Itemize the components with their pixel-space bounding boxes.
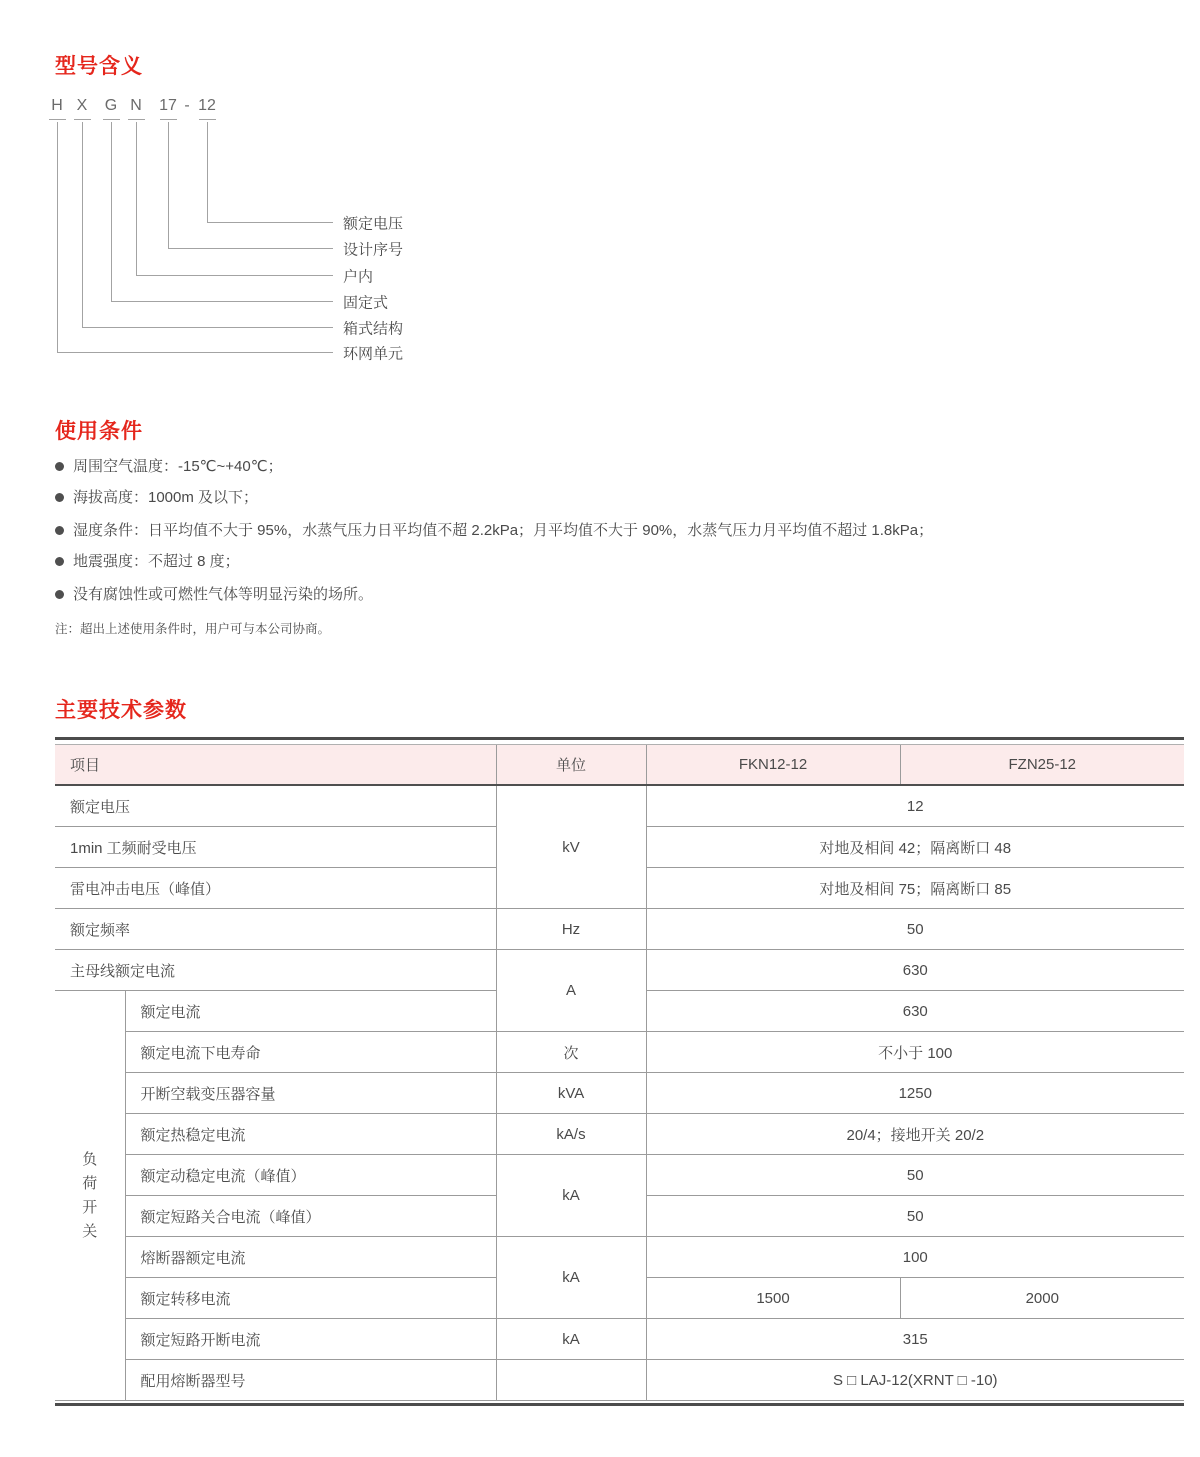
model-label: 户内 (343, 268, 374, 286)
model-code-tick (128, 119, 145, 120)
col-header-fkn12: FKN12-12 (646, 745, 900, 786)
bullet-text: 湿度条件：日平均值不大于 95%，水蒸气压力日平均值不超 2.2kPa；月平均值不大于 90%，水蒸气压力月平均值不超过 1.8kPa； (73, 522, 934, 539)
table-row (55, 1032, 1184, 1073)
table-cell-unit (496, 1360, 646, 1401)
model-code-letter: 17 (159, 97, 177, 114)
model-code-tick (199, 119, 216, 120)
bullet-item (55, 487, 1195, 508)
model-connector-line (57, 352, 333, 353)
table-row (55, 1155, 1184, 1196)
bullet-text: 没有腐蚀性或可燃性气体等明显污染的场所。 (73, 586, 374, 603)
table-header-row (55, 745, 1184, 786)
model-code-letter: H (51, 97, 63, 114)
table-cell-value: 2000 (900, 1278, 1184, 1319)
usage-note: 注：超出上述使用条件时，用户可与本公司协商。 (55, 622, 331, 636)
table-cell-item: 配用熔断器型号 (125, 1360, 496, 1401)
model-label: 箱式结构 (343, 320, 404, 338)
table-cell-value: 1500 (646, 1278, 900, 1319)
bullet-text: 周围空气温度：-15℃~+40℃； (73, 458, 283, 475)
model-code-hyphen: - (184, 97, 190, 114)
table-row (55, 950, 1184, 991)
table-bottom-rule (55, 1403, 1184, 1406)
table-cell-item: 额定动稳定电流（峰值） (125, 1155, 496, 1196)
table-row (55, 785, 1184, 827)
table-cell-value: 12 (646, 785, 1184, 827)
model-label: 固定式 (343, 294, 389, 312)
bullet-icon (55, 557, 64, 566)
section-title-usage-conditions: 使用条件 (55, 420, 143, 443)
table-cell-unit: 次 (496, 1032, 646, 1073)
table-cell-value: 1250 (646, 1073, 1184, 1114)
col-header-unit: 单位 (496, 745, 646, 786)
model-code-tick (74, 119, 91, 120)
parameters-table-wrap (55, 737, 1184, 1406)
table-cell-value: S □ LAJ-12(XRNT □ -10) (646, 1360, 1184, 1401)
bullet-icon (55, 462, 64, 471)
model-code-tick (103, 119, 120, 120)
table-cell-unit: A (496, 950, 646, 1032)
model-connector-line (82, 327, 333, 328)
model-code-tick (160, 119, 177, 120)
table-cell-value: 630 (646, 950, 1184, 991)
bullet-item (55, 456, 1195, 477)
table-row (55, 1073, 1184, 1114)
bullet-icon (55, 493, 64, 502)
table-cell-value: 不小于 100 (646, 1032, 1184, 1073)
model-dropline (82, 122, 83, 327)
usage-conditions-list (55, 456, 1195, 605)
model-code-letter: G (104, 97, 118, 114)
model-dropline (207, 122, 208, 222)
bullet-icon (55, 526, 64, 535)
table-cell-item: 额定转移电流 (125, 1278, 496, 1319)
model-connector-line (136, 275, 333, 276)
section-title-main-parameters: 主要技术参数 (55, 699, 187, 722)
table-row (55, 1319, 1184, 1360)
model-dropline (57, 122, 58, 352)
model-dropline (136, 122, 137, 275)
table-cell-item: 额定短路关合电流（峰值） (125, 1196, 496, 1237)
table-row (55, 1114, 1184, 1155)
table-cell-item: 额定短路开断电流 (125, 1319, 496, 1360)
col-header-fzn25: FZN25-12 (900, 745, 1184, 786)
col-header-item: 项目 (55, 745, 496, 786)
table-cell-item: 额定热稳定电流 (125, 1114, 496, 1155)
bullet-icon (55, 590, 64, 599)
table-row (55, 1360, 1184, 1401)
model-dropline (111, 122, 112, 301)
model-connector-line (111, 301, 333, 302)
table-cell-item: 雷电冲击电压（峰值） (55, 868, 496, 909)
model-label: 环网单元 (343, 345, 404, 363)
table-cell-item: 额定电压 (55, 785, 496, 827)
model-code-letter: 12 (198, 97, 216, 114)
model-dropline (168, 122, 169, 248)
table-cell-value: 630 (646, 991, 1184, 1032)
table-cell-item: 主母线额定电流 (55, 950, 496, 991)
table-cell-item: 额定电流下电寿命 (125, 1032, 496, 1073)
model-code-tick (49, 119, 66, 120)
table-cell-value: 对地及相间 75；隔离断口 85 (646, 868, 1184, 909)
table-cell-value: 50 (646, 909, 1184, 950)
bullet-item (55, 584, 1195, 605)
model-code-letter: N (130, 97, 142, 114)
table-cell-value: 对地及相间 42；隔离断口 48 (646, 827, 1184, 868)
table-row (55, 1237, 1184, 1278)
table-cell-unit: kA (496, 1319, 646, 1360)
model-code-diagram (0, 0, 1200, 400)
model-label: 额定电压 (343, 215, 404, 233)
table-top-rule (55, 737, 1184, 740)
parameters-table (55, 744, 1184, 1401)
table-cell-value: 20/4；接地开关 20/2 (646, 1114, 1184, 1155)
table-cell-value: 100 (646, 1237, 1184, 1278)
table-cell-item: 额定电流 (125, 991, 496, 1032)
bullet-item (55, 551, 1195, 572)
table-cell-item: 熔断器额定电流 (125, 1237, 496, 1278)
table-cell-unit: kA/s (496, 1114, 646, 1155)
bullet-item (55, 520, 1195, 541)
bullet-text: 地震强度：不超过 8 度； (73, 553, 240, 570)
table-cell-value: 50 (646, 1196, 1184, 1237)
model-connector-line (207, 222, 333, 223)
model-connector-line (168, 248, 333, 249)
table-cell-unit: kA (496, 1155, 646, 1237)
table-cell-value: 315 (646, 1319, 1184, 1360)
model-code-letter: X (76, 97, 88, 114)
model-label: 设计序号 (343, 241, 404, 259)
table-cell-item: 开断空载变压器容量 (125, 1073, 496, 1114)
table-cell-unit: kVA (496, 1073, 646, 1114)
bullet-text: 海拔高度：1000m 及以下； (73, 489, 259, 506)
table-cell-unit: Hz (496, 909, 646, 950)
table-cell-value: 50 (646, 1155, 1184, 1196)
table-cell-unit: kA (496, 1237, 646, 1319)
table-cell-item: 额定频率 (55, 909, 496, 950)
table-cell-item: 1min 工频耐受电压 (55, 827, 496, 868)
table-row (55, 909, 1184, 950)
section-title-model-meaning: 型号含义 (55, 55, 143, 78)
table-cell-unit: kV (496, 785, 646, 909)
table-cell-group-load-switch: 负荷开关 (55, 991, 125, 1401)
